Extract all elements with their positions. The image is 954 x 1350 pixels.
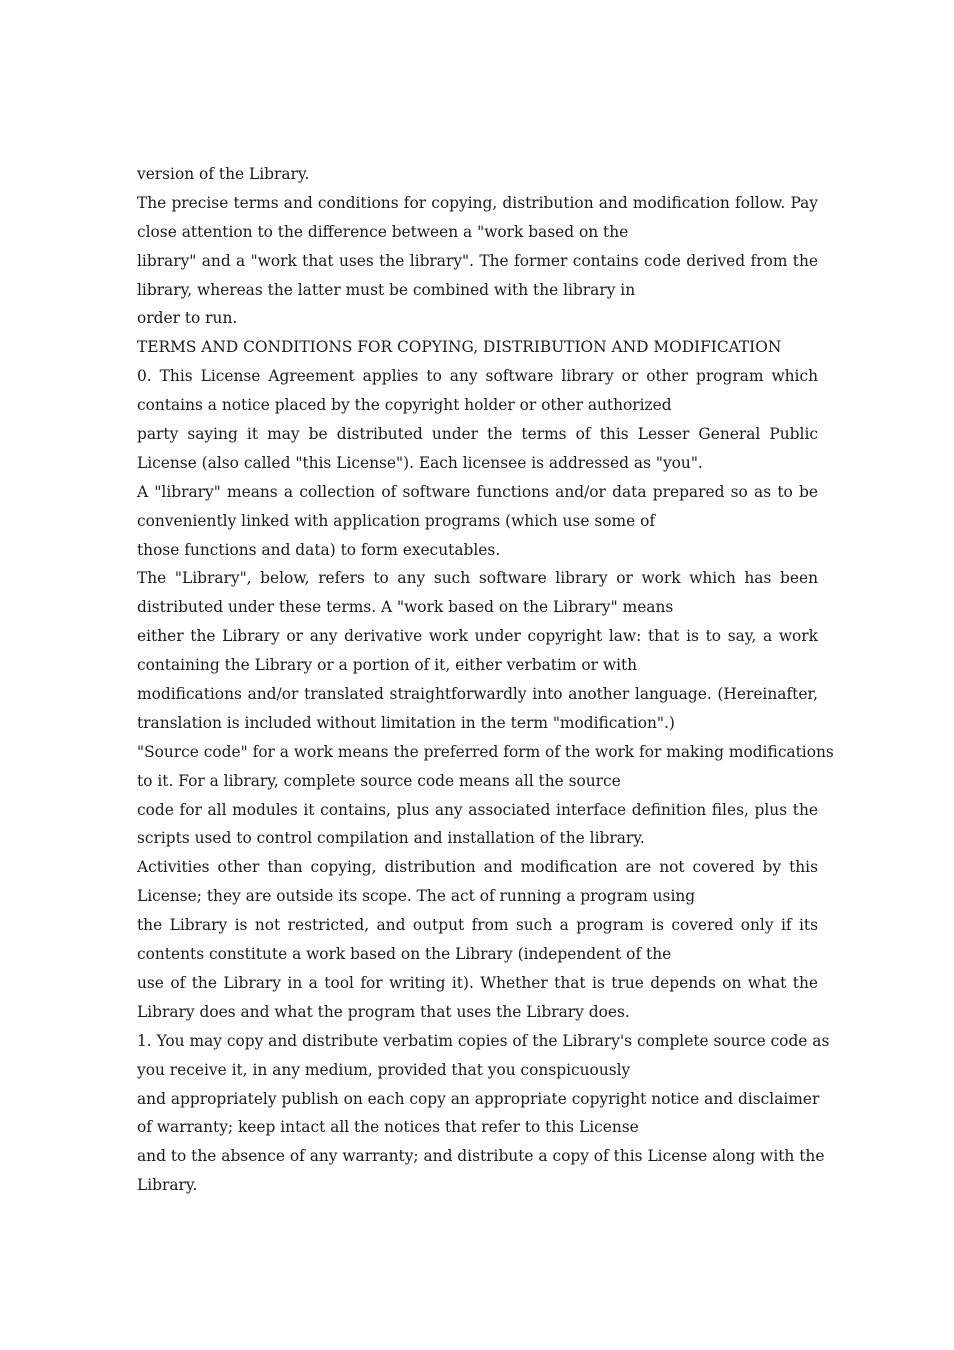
text-line: and appropriately publish on each copy an appropriate copyright notice and disclaimer <box>137 1089 820 1108</box>
paragraph-activities <box>137 853 818 1026</box>
paragraph-work-based-on-library <box>137 564 818 737</box>
text-line: of warranty; keep intact all the notices that refer to this License <box>137 1118 639 1137</box>
text-line: those functions and data) to form executables. <box>137 540 501 559</box>
paragraph-clause-1 <box>137 1027 830 1200</box>
paragraph-precise-terms <box>137 189 818 333</box>
text-line: Library. <box>137 1176 198 1195</box>
text-line: use of the Library in a tool for writing it). Whether that is true depends on what the <box>137 973 818 992</box>
text-line: Library does and what the program that uses the Library does. <box>137 1002 630 1021</box>
text-line: close attention to the difference between a "work based on the <box>137 222 629 241</box>
text-line: library, whereas the latter must be combined with the library in <box>137 280 636 299</box>
text-line: License; they are outside its scope. The act of running a program using <box>137 887 696 906</box>
text-line: distributed under these terms. A "work based on the Library" means <box>137 598 674 617</box>
paragraph-intro-fragment <box>137 160 818 189</box>
document-body <box>137 160 834 1200</box>
paragraph-source-code <box>137 738 834 854</box>
text-line: code for all modules it contains, plus any associated interface definition files, plus the <box>137 800 818 819</box>
text-line: scripts used to control compilation and installation of the library. <box>137 829 645 848</box>
paragraph-clause-0 <box>137 362 818 478</box>
text-line: The precise terms and conditions for copying, distribution and modification follow. Pay <box>137 193 818 212</box>
text-line: party saying it may be distributed under the terms of this Lesser General Public <box>137 425 818 444</box>
text-line: the Library is not restricted, and output from such a program is covered only if its <box>137 916 818 935</box>
text-line: TERMS AND CONDITIONS FOR COPYING, DISTRIBUTION AND MODIFICATION <box>137 338 782 357</box>
text-line: 0. This License Agreement applies to any software library or other program which <box>137 367 818 386</box>
text-line: to it. For a library, complete source code means all the source <box>137 771 621 790</box>
text-line: version of the Library. <box>137 165 310 183</box>
text-line: contents constitute a work based on the Library (independent of the <box>137 945 672 964</box>
text-line: containing the Library or a portion of it, either verbatim or with <box>137 656 638 675</box>
text-line: library" and a "work that uses the library". The former contains code derived from the <box>137 251 818 270</box>
text-line: contains a notice placed by the copyright holder or other authorized <box>137 396 672 415</box>
text-line: conveniently linked with application programs (which use some of <box>137 511 656 530</box>
paragraph-library-definition <box>137 478 818 565</box>
text-line: A "library" means a collection of software functions and/or data prepared so as to be <box>137 482 818 501</box>
text-line: either the Library or any derivative work under copyright law: that is to say, a work <box>137 627 818 646</box>
text-line: Activities other than copying, distribution and modification are not covered by this <box>137 858 818 877</box>
text-line: License (also called "this License"). Each licensee is addressed as "you". <box>137 453 703 472</box>
text-line: "Source code" for a work means the preferred form of the work for making modifications <box>137 742 834 761</box>
text-line: and to the absence of any warranty; and distribute a copy of this License along with the <box>137 1147 825 1166</box>
text-line: The "Library", below, refers to any such software library or work which has been <box>137 569 818 588</box>
text-line: translation is included without limitation in the term "modification".) <box>137 713 675 732</box>
section-heading <box>137 333 818 362</box>
text-line: you receive it, in any medium, provided that you conspicuously <box>137 1060 631 1079</box>
text-line: 1. You may copy and distribute verbatim copies of the Library's complete source code as <box>137 1031 830 1050</box>
text-line: order to run. <box>137 309 238 328</box>
text-line: modifications and/or translated straightforwardly into another language. (Hereinafter, <box>137 685 818 704</box>
